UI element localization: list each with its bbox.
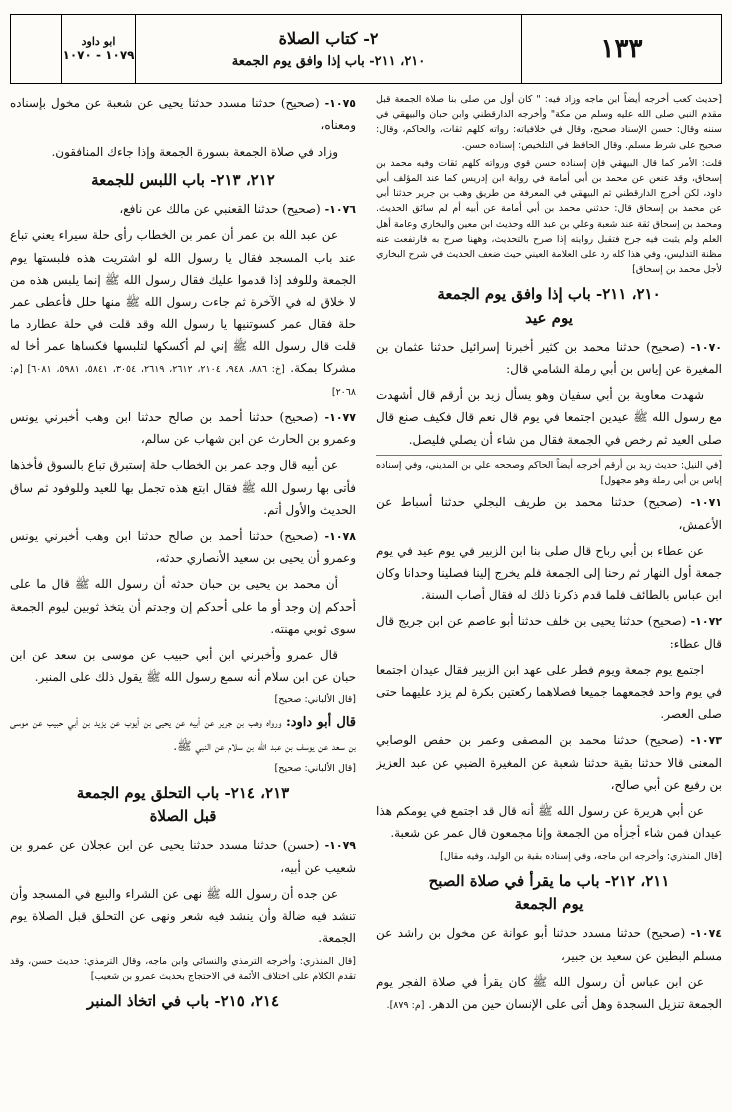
- hadith-number: ١٠٧٤-: [690, 927, 722, 941]
- book-info-cell: [61, 15, 135, 83]
- hadith-isnad: [10, 198, 356, 220]
- heading-line: ٢١٣، ٢١٤- باب التحلق يوم الجمعة: [76, 783, 290, 802]
- left-column: [10, 92, 356, 1104]
- chapter-heading: ٢١٢، ٢١٣- باب اللبس للجمعة: [91, 170, 275, 189]
- book-page: [10, 14, 722, 1104]
- footnote: [في النيل: حديث زيد بن أرقم أخرجه أيضاً الحاكم وصححه علي بن المديني، وفي إسناده إياس بن أبي رملة وهو مجهول]: [376, 455, 722, 488]
- hadith-text: (صحيح) حدثنا أحمد بن صالح حدثنا ابن وهب أخبرني يونس وعمرو أن يحيى بن سعيد الأنصاري حدثه،: [10, 528, 356, 566]
- footnote: [قال المنذري: وأخرجه ابن ماجه، وفي إسناده بقية بن الوليد، وفيه مقال]: [440, 850, 722, 862]
- hadith-number: ١٠٧٦-: [324, 202, 356, 216]
- hadith-matn: [10, 224, 356, 402]
- hadith-text: عن عبد الله بن عمر أن عمر بن الخطاب رأى حلة سيراء يعني تباع عند باب المسجد فقال يا رسول الله لو اشتريت هذه فلبستها يوم الجمعة وللوفد إذا قدموا عليك فقال رسول الله ﷺ إنما يلبس هذه من لا خلاق له في الآخرة ثم جاءت رسول الله ﷺ منها حلل فأعطى عمر حلة فقال عمر كسوتنيها يا رسول الله وقد قلت في حلة عطارد ما قلت قال رسول الله ﷺ إني لم أكسكها لتلبسها فكساها عمر أخا له مشركا بمكة.: [10, 228, 356, 376]
- hadith-number: ١٠٧٧-: [324, 410, 356, 424]
- chapter-heading: [10, 782, 356, 829]
- hadith-range: ١٠٧٩ - ١٠٧٠: [62, 48, 135, 63]
- hadith-text: عن ابن عباس أن رسول الله ﷺ كان يقرأ في صلاة الفجر يوم الجمعة تنزيل السجدة وهل أتى على الإنسان حين من الدهر.: [376, 974, 722, 1011]
- author-comment-label: قال أبو داود:: [285, 714, 356, 730]
- hadith-isnad: [10, 525, 356, 570]
- chapter-title-cell: [135, 15, 521, 83]
- section-title: ٢١٠، ٢١١- باب إذا وافق يوم الجمعة: [231, 54, 426, 69]
- hadith-text: (صحيح) حدثنا أحمد بن صالح حدثنا ابن وهب أخبرني يونس وعمرو بن الحارث عن ابن شهاب عن سالم،: [10, 409, 356, 447]
- hadith-isnad: [376, 336, 722, 381]
- right-column: [376, 92, 722, 1104]
- heading-line: يوم عيد: [525, 308, 573, 327]
- heading-line: ٢١١، ٢١٢- باب ما يقرأ في صلاة الصبح: [428, 871, 670, 890]
- hadith-matn: عن عطاء بن أبي رباح قال صلى بنا ابن الزبير في يوم عيد في يوم جمعة أول النهار ثم رحنا إلى الجمعة فلم يخرج إلينا فصلينا وحدانا وكان ابن عباس بالطائف فلما قدم ذكرنا ذلك له فقال أصاب السنة.: [376, 543, 722, 603]
- hadith-isnad: [376, 729, 722, 796]
- hadith-matn: اجتمع يوم جمعة ويوم فطر على عهد ابن الزبير فقال عيدان اجتمعا في يوم واحد فجمعهما جميعا فصلاهما ركعتين بكرة لم يزد عليهما حتى صلى العصر.: [376, 662, 722, 722]
- hadith-text: (صحيح) حدثنا محمد بن المصفى وعمر بن حفص الوصابي المعنى قالا حدثنا بقية حدثنا شعبة عن المغيرة الضبي عن عبد العزيز بن رفيع عن أبي صالح،: [376, 733, 722, 792]
- hadith-matn: [376, 971, 722, 1015]
- heading-line: يوم الجمعة: [514, 894, 584, 913]
- page-header: [10, 14, 722, 84]
- hadith-text: (حسن) حدثنا مسدد حدثنا يحيى عن ابن عجلان عن عمرو بن شعيب عن أبيه،: [10, 838, 356, 875]
- hadith-isnad: [376, 922, 722, 967]
- chapter-title: ٢- كتاب الصلاة: [278, 29, 379, 48]
- hadith-matn: قال عمرو وأخبرني ابن أبي حبيب عن موسى بن سعد عن ابن حبان عن ابن سلام أنه سمع رسول الله ﷺ يقول ذلك على المنبر.: [10, 648, 356, 685]
- hadith-text: (صحيح) حدثنا مسدد حدثنا يحيى عن شعبة عن مخول بإسناده ومعناه،: [10, 96, 356, 133]
- hadith-matn: وزاد في صلاة الجمعة بسورة الجمعة وإذا جاءك المنافقون.: [51, 144, 338, 159]
- heading-line: ٢١٠، ٢١١- باب إذا وافق يوم الجمعة: [437, 285, 661, 304]
- footnote: [قال المنذري: وأخرجه الترمذي والنسائي وابن ماجه، وقال الترمذي: حديث حسن، وقد تقدم الكلام على اختلاف الأئمة في الاحتجاج بحديث عمرو بن شعيب]: [10, 955, 356, 982]
- hadith-isnad: [10, 92, 356, 137]
- hadith-matn: شهدت معاوية بن أبي سفيان وهو يسأل زيد بن أرقم قال أشهدت مع رسول الله ﷺ عيدين اجتمعا في يوم قال نعم قال فكيف صنع قال صلى العيد ثم رخص في الجمعة فقال من شاء أن يصلي فليصل.: [376, 388, 722, 447]
- hadith-number: ١٠٧٥-: [324, 97, 356, 110]
- author-comment: [10, 711, 356, 757]
- hadith-number: ١٠٧٨-: [324, 529, 356, 543]
- hadith-text: (صحيح) حدثنا محمد بن كثير أخبرنا إسرائيل حدثنا عثمان بن المغيرة عن إياس بن أبي رملة الشامي قال:: [376, 339, 722, 377]
- hadith-matn: عن جده أن رسول الله ﷺ نهى عن الشراء والبيع في المسجد وأن تنشد فيه ضالة وأن ينشد فيه شعر ونهى عن التحلق قبل الصلاة يوم الجمعة.: [10, 887, 356, 946]
- cross-reference: [م: ٨٧٩].: [386, 999, 425, 1011]
- hadith-number: ١٠٧٠-: [690, 340, 722, 354]
- chapter-heading: [376, 870, 722, 917]
- footnote: [قال الألباني: صحيح]: [274, 762, 356, 774]
- page-number: ١٣٣: [521, 15, 721, 83]
- author-comment-text: ورواه وهب بن جرير عن أبيه عن يحيى بن أيوب عن يزيد بن أبي حبيب عن موسى بن سعد عن يوسف بن عبد الله بن سلام عن النبي ﷺ.: [10, 714, 356, 753]
- hadith-text: (صحيح) حدثنا محمد بن طريف البجلي حدثنا أسباط عن الأعمش،: [376, 495, 722, 532]
- chapter-heading: ٢١٤، ٢١٥- باب في اتخاذ المنبر: [86, 991, 280, 1010]
- footnote: [قال الألباني: صحيح]: [274, 694, 356, 706]
- chapter-heading: [376, 283, 722, 330]
- hadith-isnad: [376, 491, 722, 536]
- hadith-matn: عن أبي هريرة عن رسول الله ﷺ أنه قال قد اجتمع في يومكم هذا عيدان فمن شاء أجزأه من الجمعة وإنا مجمعون قال عمر عن شعبة.: [376, 804, 722, 841]
- hadith-matn: أن محمد بن يحيى بن حبان حدثه أن رسول الله ﷺ قال ما على أحدكم إن وجد أو ما على أحدكم إن وجدتم أن يتخذ ثوبين ليوم الجمعة سوى ثوبي مهنته.: [10, 577, 356, 636]
- cross-reference: [خ: ٨٨٦، ٩٤٨، ٢١٠٤، ٢٦١٢، ٢٦١٩، ٣٠٥٤، ٥٨٤١، ٥٩٨١، ٦٠٨١] [م: ٢٠٦٨]: [10, 364, 356, 398]
- hadith-number: ١٠٧٢-: [690, 615, 722, 629]
- footnote: قلت: الأمر كما قال البيهقي فإن إسناده حسن قوي ورواته كلهم ثقات وفيه محمد بن إسحاق، وقد عنعن عن محمد بن أبي أمامة في رواية ابن إدريس كما عند المؤلف أبي داود، لكن أخرج الدارقطني ثم البيهقي في المعرفة من طريق وهب بن جرير حدثنا أبي عن محمد بن إسحاق قال: حدثني محمد بن أبي أمامة عن أبيه أم لم سائق الحديث. ومحمد بن إسحاق ثقة عند شعبة وعلي بن عبد الله وحديث ابن معين والبخاري وعامة أهل العلم ولم يثبت فيه جرح فتقبل روايته إذا صرح بالتحديث، وههنا صرح به فارتفعت عنه مظنة التدليس، وفي هذا كله رد على العلامة العيني حيث ضعف الحديث في شرح البخاري لأجل محمد بن إسحاق]: [376, 157, 722, 276]
- hadith-number: ١٠٧٣-: [690, 734, 722, 748]
- hadith-isnad: [10, 834, 356, 879]
- heading-line: قبل الصلاة: [149, 807, 217, 826]
- book-name: ابو داود: [81, 35, 116, 49]
- hadith-text: (صحيح) حدثنا مسدد حدثنا أبو عوانة عن مخول بن راشد عن مسلم البطين عن سعيد بن جبير،: [376, 926, 722, 963]
- hadith-isnad: [376, 610, 722, 655]
- hadith-number: ١٠٧١-: [690, 496, 722, 510]
- hadith-text: (صحيح) حدثنا يحيى بن خلف حدثنا أبو عاصم عن ابن جريج قال قال عطاء:: [376, 614, 722, 651]
- footnote: [حديث كعب أخرجه أيضاً ابن ماجه وزاد فيه: " كان أول من صلى بنا صلاة الجمعة قبل مقدم النبي صلى الله عليه وسلم من مكة" وأخرجه الدارقطني وابن حبان والبيهقي في سننه وقال: حسن الإسناد صحيح، وقال في خلافياته: رواته كلهم ثقات، والحاكم، وقال: صحيح على شرط مسلم. وقال الحافظ في التلخيص: إسناده حسن.: [376, 94, 722, 151]
- hadith-matn: عن أبيه قال وجد عمر بن الخطاب حلة إستبرق تباع بالسوق فأخذها فأتى بها رسول الله ﷺ فقال ابتع هذه تجمل بها للعيد وللوفود ثم ساق الحديث والأول أتم.: [10, 458, 356, 517]
- hadith-isnad: [10, 406, 356, 451]
- header-blank-cell: [11, 15, 61, 83]
- hadith-text: (صحيح) حدثنا القعنبي عن مالك عن نافع،: [119, 201, 321, 216]
- hadith-number: ١٠٧٩-: [324, 839, 356, 853]
